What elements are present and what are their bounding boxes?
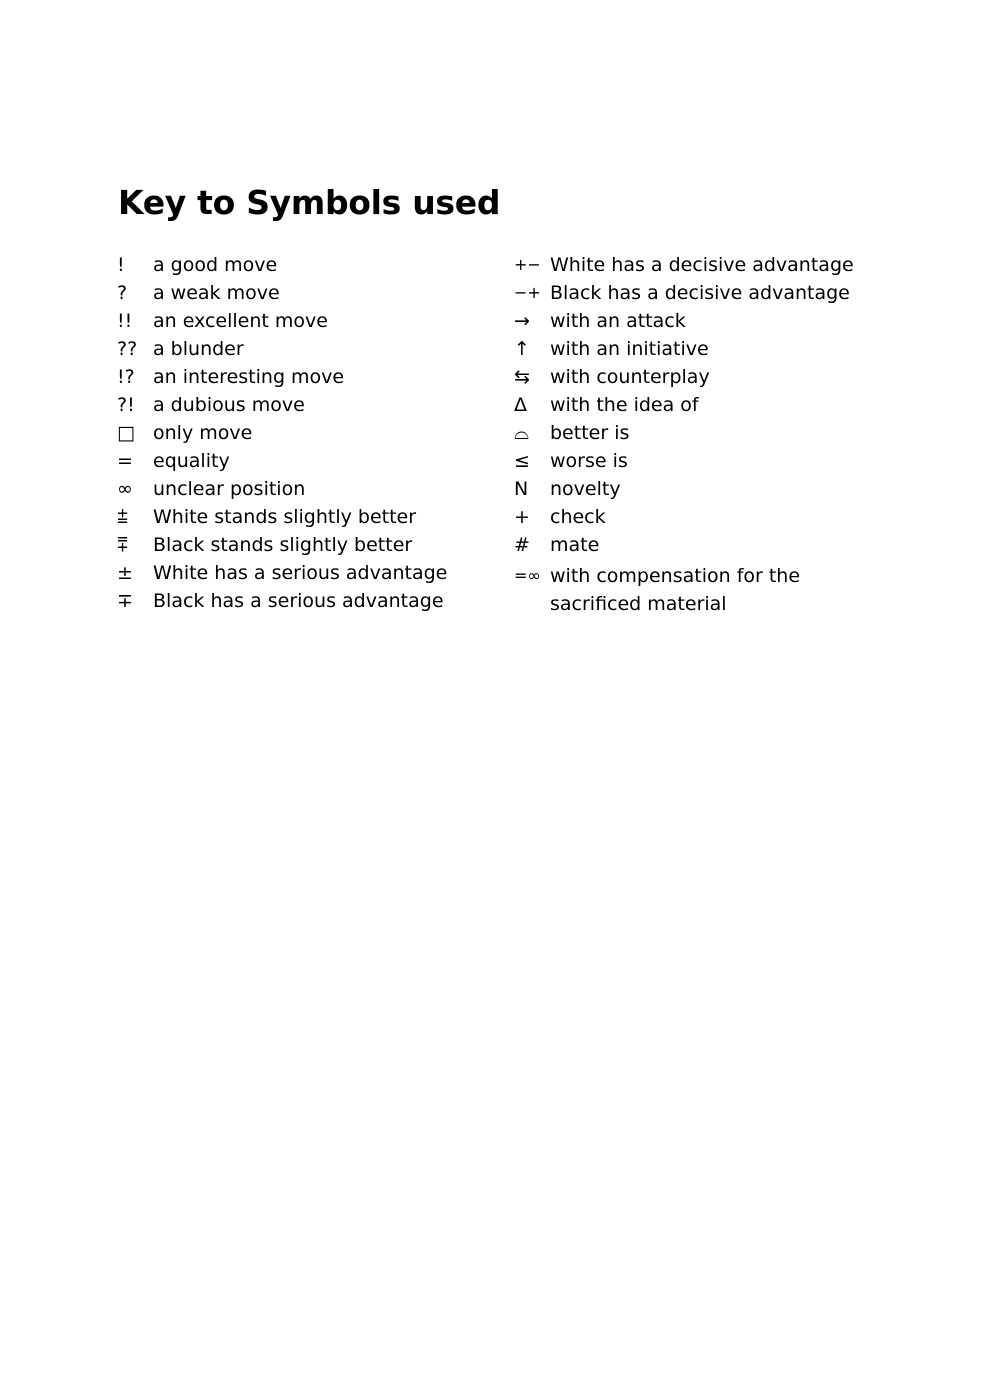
list-item (117, 307, 487, 335)
list-item (514, 307, 894, 335)
list-item (117, 447, 487, 475)
symbol-blunder: ?? (117, 338, 138, 360)
list-item (514, 335, 894, 363)
symbol-description: equality (153, 450, 230, 472)
symbol-black-decisive: −+ (514, 283, 541, 302)
segment-icon: ⌓ (514, 422, 530, 444)
list-item (514, 475, 894, 503)
list-item (117, 251, 487, 279)
symbol-equality: = (117, 450, 133, 472)
symbol-description: with the idea of (550, 394, 699, 416)
list-item (117, 279, 487, 307)
symbol-list-left (117, 251, 487, 615)
list-item (514, 391, 894, 419)
list-item (514, 447, 894, 475)
list-item (117, 363, 487, 391)
list-item (117, 419, 487, 447)
list-item (514, 363, 894, 391)
symbol-description: White has a serious advantage (153, 562, 448, 584)
symbol-novelty: N (514, 478, 529, 500)
symbol-good-move: ! (117, 254, 125, 276)
less-equal-icon: ≤ (514, 450, 530, 472)
symbol-description: with an initiative (550, 338, 709, 360)
symbol-list-right (514, 251, 894, 618)
symbol-description: an interesting move (153, 366, 345, 388)
symbol-black-serious-advantage: ∓ (117, 590, 133, 612)
symbol-white-decisive: +− (514, 255, 541, 274)
symbol-description: Black has a decisive advantage (550, 282, 850, 304)
list-item (117, 335, 487, 363)
symbol-description: Black stands slightly better (153, 534, 413, 556)
symbol-description: a good move (153, 254, 278, 276)
symbol-description: a weak move (153, 282, 280, 304)
symbol-description: worse is (550, 450, 628, 472)
list-item (117, 587, 487, 615)
list-item (514, 562, 894, 618)
list-item (514, 531, 894, 559)
list-item (514, 279, 894, 307)
symbol-description: only move (153, 422, 253, 444)
symbol-weak-move: ? (117, 282, 128, 304)
symbol-description: check (550, 506, 606, 528)
square-icon: □ (117, 422, 135, 444)
list-item (117, 559, 487, 587)
arrows-counterplay-icon: ⇆ (514, 366, 530, 388)
delta-icon: Δ (514, 394, 527, 416)
symbol-excellent-move: !! (117, 310, 133, 332)
arrow-right-icon: → (514, 310, 530, 332)
symbol-description: Black has a serious advantage (153, 590, 444, 612)
symbol-description: novelty (550, 478, 621, 500)
symbol-compensation: =∞ (514, 566, 541, 585)
list-item (117, 531, 487, 559)
symbol-check: + (514, 506, 530, 528)
symbol-interesting-move: !? (117, 366, 135, 388)
list-item (514, 503, 894, 531)
arrow-up-icon: ↑ (514, 338, 530, 360)
symbol-description: unclear position (153, 478, 306, 500)
infinity-icon: ∞ (117, 478, 133, 500)
symbol-description: White stands slightly better (153, 506, 417, 528)
symbol-white-slightly-better: ⩲ (117, 506, 129, 528)
symbol-description: a dubious move (153, 394, 305, 416)
symbol-description: with an attack (550, 310, 686, 332)
symbol-description: mate (550, 534, 600, 556)
list-item (117, 391, 487, 419)
symbol-description: an excellent move (153, 310, 328, 332)
symbol-description: a blunder (153, 338, 244, 360)
page-title: Key to Symbols used (118, 183, 501, 222)
symbol-description: White has a decisive advantage (550, 254, 854, 276)
list-item (514, 251, 894, 279)
symbol-mate: # (514, 534, 530, 556)
symbol-dubious-move: ?! (117, 394, 135, 416)
symbol-description: with compensation for the sacrificed material (550, 565, 801, 615)
list-item (117, 475, 487, 503)
symbol-description: better is (550, 422, 630, 444)
symbol-black-slightly-better: ⩱ (117, 534, 129, 556)
symbol-description: with counterplay (550, 366, 710, 388)
symbol-white-serious-advantage: ± (117, 562, 133, 584)
list-item (514, 419, 894, 447)
list-item (117, 503, 487, 531)
